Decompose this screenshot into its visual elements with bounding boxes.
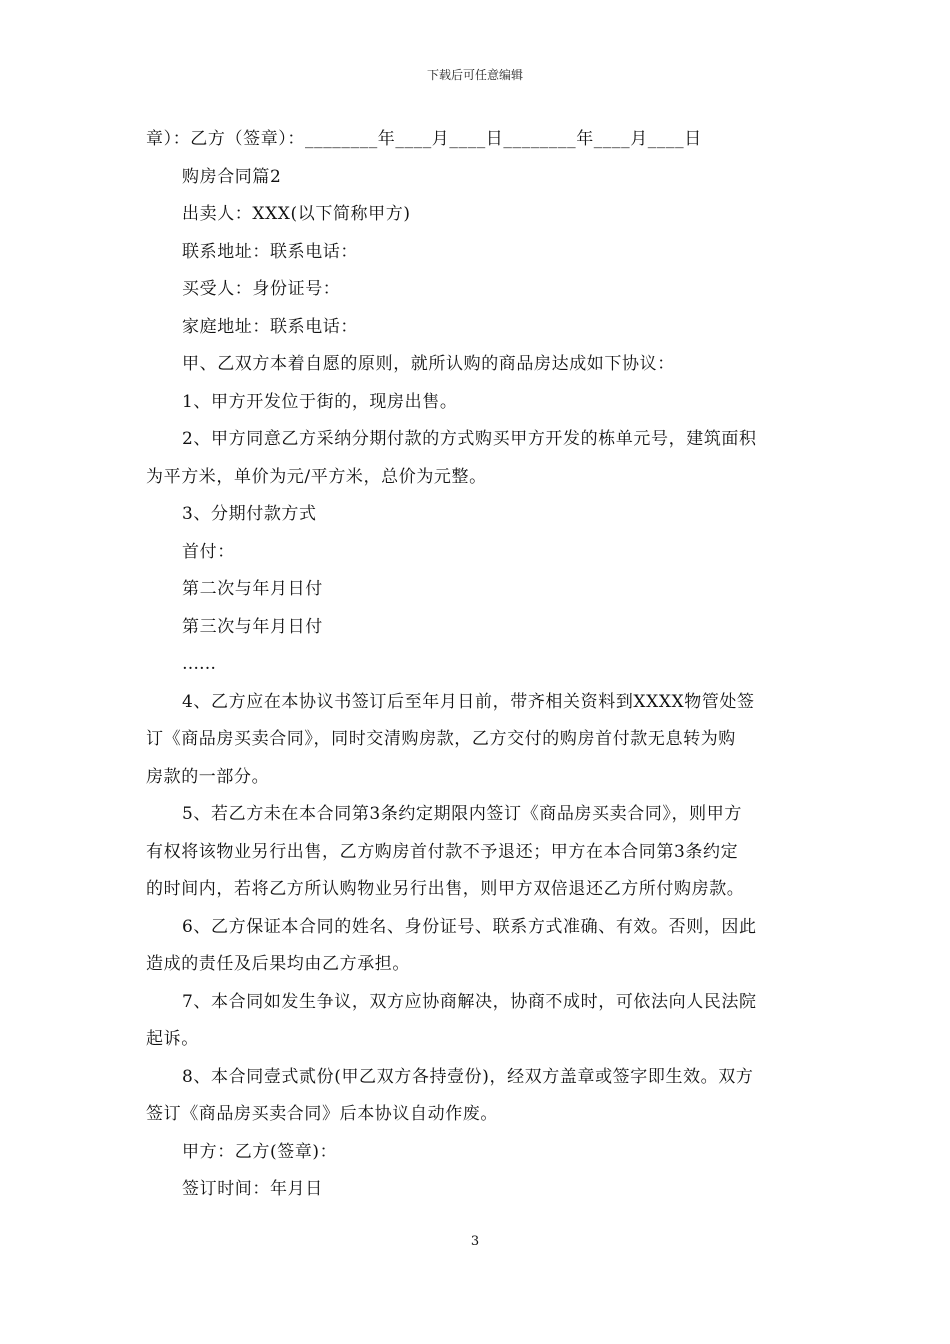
clause-8-line: 签订《商品房买卖合同》后本协议自动作废。 bbox=[146, 1104, 498, 1124]
clause-5-line: 有权将该物业另行出售，乙方购房首付款不予退还；甲方在本合同第3条约定 bbox=[146, 841, 739, 862]
seller-contact-line: 联系地址：联系电话： bbox=[182, 241, 358, 262]
third-payment-line: 第三次与年月日付 bbox=[182, 616, 323, 637]
clause-3: 3、分期付款方式 bbox=[182, 504, 317, 524]
seller-line: 出卖人：XXX(以下简称甲方) bbox=[182, 204, 411, 224]
clause-4 bbox=[146, 684, 808, 797]
signing-date-line: 签订时间：年月日 bbox=[182, 1179, 323, 1199]
buyer-line: 买受人：身份证号： bbox=[182, 279, 341, 299]
clause-1: 1、甲方开发位于街的，现房出售。 bbox=[182, 391, 458, 412]
clause-5-line: 的时间内，若将乙方所认购物业另行出售，则甲方双倍退还乙方所付购房款。 bbox=[146, 879, 745, 899]
clause-6-line: 造成的责任及后果均由乙方承担。 bbox=[146, 954, 410, 974]
signature-line-top: 章）：乙方（签章）：________年____月____日________年____月____日 bbox=[146, 129, 702, 149]
clause-2 bbox=[146, 421, 808, 496]
down-payment-line: 首付： bbox=[182, 541, 235, 562]
page-header: 下载后可任意编辑 bbox=[426, 68, 523, 82]
clause-7-line: 起诉。 bbox=[146, 1029, 199, 1049]
intro-paragraph: 甲、乙双方本着自愿的原则，就所认购的商品房达成如下协议： bbox=[182, 354, 675, 374]
clause-2-line: 为平方米，单价为元/平方米，总价为元整。 bbox=[146, 466, 487, 487]
clause-8 bbox=[146, 1059, 808, 1134]
clause-6-line: 6、乙方保证本合同的姓名、身份证号、联系方式准确、有效。否则，因此 bbox=[182, 916, 757, 937]
clause-5-line: 5、若乙方未在本合同第3条约定期限内签订《商品房买卖合同》，则甲方 bbox=[182, 804, 742, 824]
clause-7-line: 7、本合同如发生争议，双方应协商解决，协商不成时，可依法向人民法院 bbox=[182, 991, 757, 1012]
party-signature-line: 甲方：乙方(签章)： bbox=[182, 1141, 338, 1162]
second-payment-line: 第二次与年月日付 bbox=[182, 579, 323, 599]
buyer-contact-line: 家庭地址：联系电话： bbox=[182, 316, 358, 337]
clause-5 bbox=[146, 796, 808, 909]
section-title: 购房合同篇2 bbox=[182, 166, 282, 187]
clause-7 bbox=[146, 984, 808, 1059]
page-number: 3 bbox=[470, 1234, 480, 1249]
clause-6 bbox=[146, 909, 808, 984]
clause-4-line: 房款的一部分。 bbox=[146, 766, 270, 787]
clause-4-line: 4、乙方应在本协议书签订后至年月日前，带齐相关资料到XXXX物管处签 bbox=[182, 691, 755, 712]
clause-4-line: 订《商品房买卖合同》，同时交清购房款，乙方交付的购房首付款无息转为购 bbox=[146, 729, 736, 749]
clause-8-line: 8、本合同壹式贰份(甲乙双方各持壹份)，经双方盖章或签字即生效。双方 bbox=[182, 1066, 754, 1087]
document-body bbox=[146, 121, 808, 1209]
clause-2-line: 2、甲方同意乙方采纳分期付款的方式购买甲方开发的栋单元号，建筑面积 bbox=[182, 429, 757, 449]
ellipsis-line: …… bbox=[182, 654, 216, 674]
